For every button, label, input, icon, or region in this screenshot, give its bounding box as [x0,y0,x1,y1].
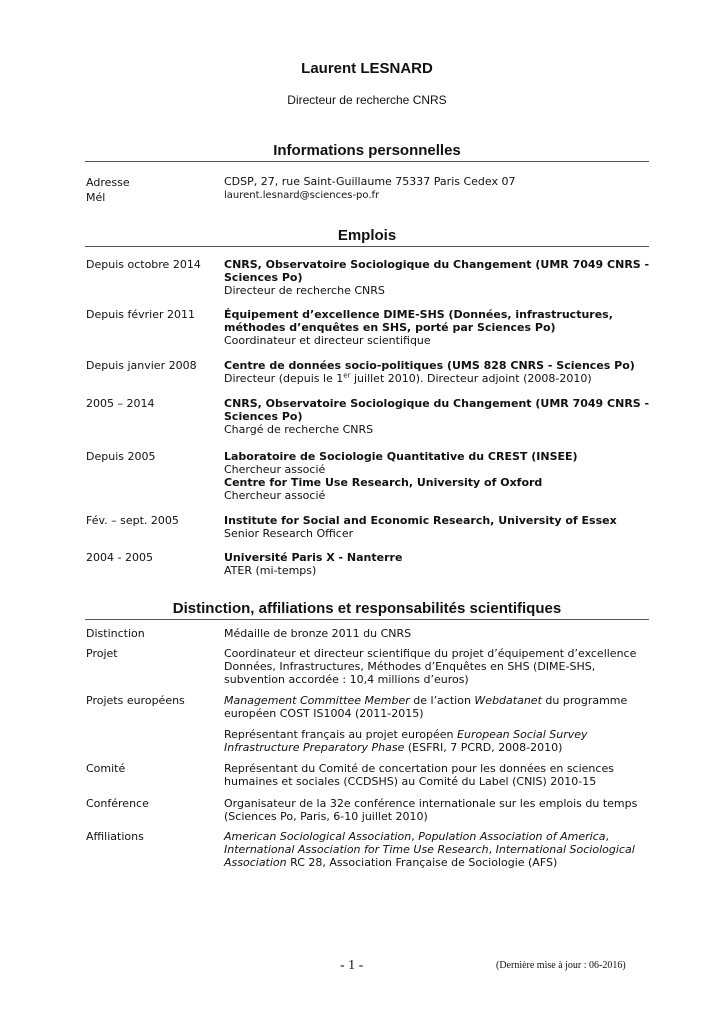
section-title-personal: Informations personnelles [85,142,649,162]
job-org: Centre de données socio-politiques (UMS 828 CNRS - Sciences Po) [224,359,635,372]
job-role [224,372,654,385]
comite-value: Représentant du Comité de concertation pour les données en sciences humaines et sociales (CCDSHS) au Comité du Label (CNIS) 2010-15 [224,762,614,788]
page-number: - 1 - [340,958,364,973]
affil-text: American Sociological Association [224,830,412,843]
job-date: Depuis octobre 2014 [86,258,201,271]
euro-text: European Social Survey Infrastructure Preparatory Phase [224,728,588,754]
euro-label: Projets européens [86,694,185,707]
job-role: Chargé de recherche CNRS [224,423,374,436]
section-title-emplois: Emplois [85,227,649,247]
job-role: Chercheur associé [224,463,326,476]
address-value: CDSP, 27, rue Saint-Guillaume 75337 Paris Cedex 07 [224,175,516,188]
job-entry [224,551,654,577]
euro-text: Représentant français au projet européen [224,728,458,741]
job-role: ATER (mi-temps) [224,564,317,577]
person-name: Laurent LESNARD [301,60,433,77]
job-entry [224,450,654,502]
euro-entry-1 [224,694,654,720]
euro-text: (ESFRI, 7 PCRD, 2008-2010) [404,741,563,754]
projet-value: Coordinateur et directeur scientifique du projet d’équipement d’excellence Données, Infrastructures, Méthodes d’Enquêtes en SHS (DIME-SHS, subvention accordée : 10,4 millions d’euros) [224,647,637,686]
email-value: laurent.lesnard@sciences-po.fr [224,190,380,201]
affil-text: International Association for Time Use Research [224,843,489,856]
job-date: Depuis février 2011 [86,308,195,321]
affil-text: , [605,830,609,843]
euro-text: Webdatanet [474,694,542,707]
job-role-text: juillet 2010). Directeur adjoint (2008-2010) [350,372,592,385]
job-org: CNRS, Observatoire Sociologique du Changement (UMR 7049 CNRS - Sciences Po) [224,397,650,423]
email-label: Mél [86,191,106,204]
euro-text: de l’action [409,694,475,707]
affil-label: Affiliations [86,830,144,843]
job-date: Depuis 2005 [86,450,156,463]
affil-text: , [411,830,419,843]
comite-label: Comité [86,762,126,775]
address-label: Adresse [86,176,130,189]
affil-value [224,830,654,869]
distinction-label: Distinction [86,627,145,640]
job-date: Depuis janvier 2008 [86,359,197,372]
job-entry [224,397,654,436]
job-org: Laboratoire de Sociologie Quantitative du CREST (INSEE) [224,450,578,463]
section-title-distinctions: Distinction, affiliations et responsabilités scientifiques [85,600,649,620]
job-role: Coordinateur et directeur scientifique [224,334,431,347]
affil-text: , [488,843,496,856]
last-updated: (Dernière mise à jour : 06-2016) [496,960,626,971]
job-entry [224,359,654,385]
job-role: Directeur de recherche CNRS [224,284,385,297]
euro-text: du programme européen COST IS1004 (2011-2015) [224,694,628,720]
job-org: Équipement d’excellence DIME-SHS (Données, infrastructures, méthodes d’enquêtes en SHS, porté par Sciences Po) [224,308,613,334]
job-role: Senior Research Officer [224,527,354,540]
conf-value: Organisateur de la 32e conférence internationale sur les emplois du temps (Sciences Po, Paris, 6-10 juillet 2010) [224,797,638,823]
job-entry [224,258,654,297]
job-org: Centre for Time Use Research, University of Oxford [224,476,543,489]
job-role-text: Directeur (depuis le 1 [224,372,344,385]
job-role-sup: er [343,371,351,380]
euro-entry-2 [224,728,654,754]
job-entry [224,308,654,347]
job-org: CNRS, Observatoire Sociologique du Changement (UMR 7049 CNRS - Sciences Po) [224,258,650,284]
job-date: Fév. – sept. 2005 [86,514,179,527]
job-org: Université Paris X - Nanterre [224,551,403,564]
distinction-value: Médaille de bronze 2011 du CNRS [224,627,412,640]
euro-text: Management Committee Member [224,694,410,707]
job-org: Institute for Social and Economic Research, University of Essex [224,514,617,527]
person-title: Directeur de recherche CNRS [287,93,447,107]
conf-label: Conférence [86,797,149,810]
job-role: Chercheur associé [224,489,326,502]
job-entry [224,514,654,540]
affil-text: International Sociological Association [224,843,635,869]
projet-label: Projet [86,647,118,660]
job-date: 2004 - 2005 [86,551,153,564]
affil-text: Population Association of America [418,830,606,843]
affil-text: RC 28, Association Française de Sociologie (AFS) [286,856,558,869]
job-date: 2005 – 2014 [86,397,155,410]
